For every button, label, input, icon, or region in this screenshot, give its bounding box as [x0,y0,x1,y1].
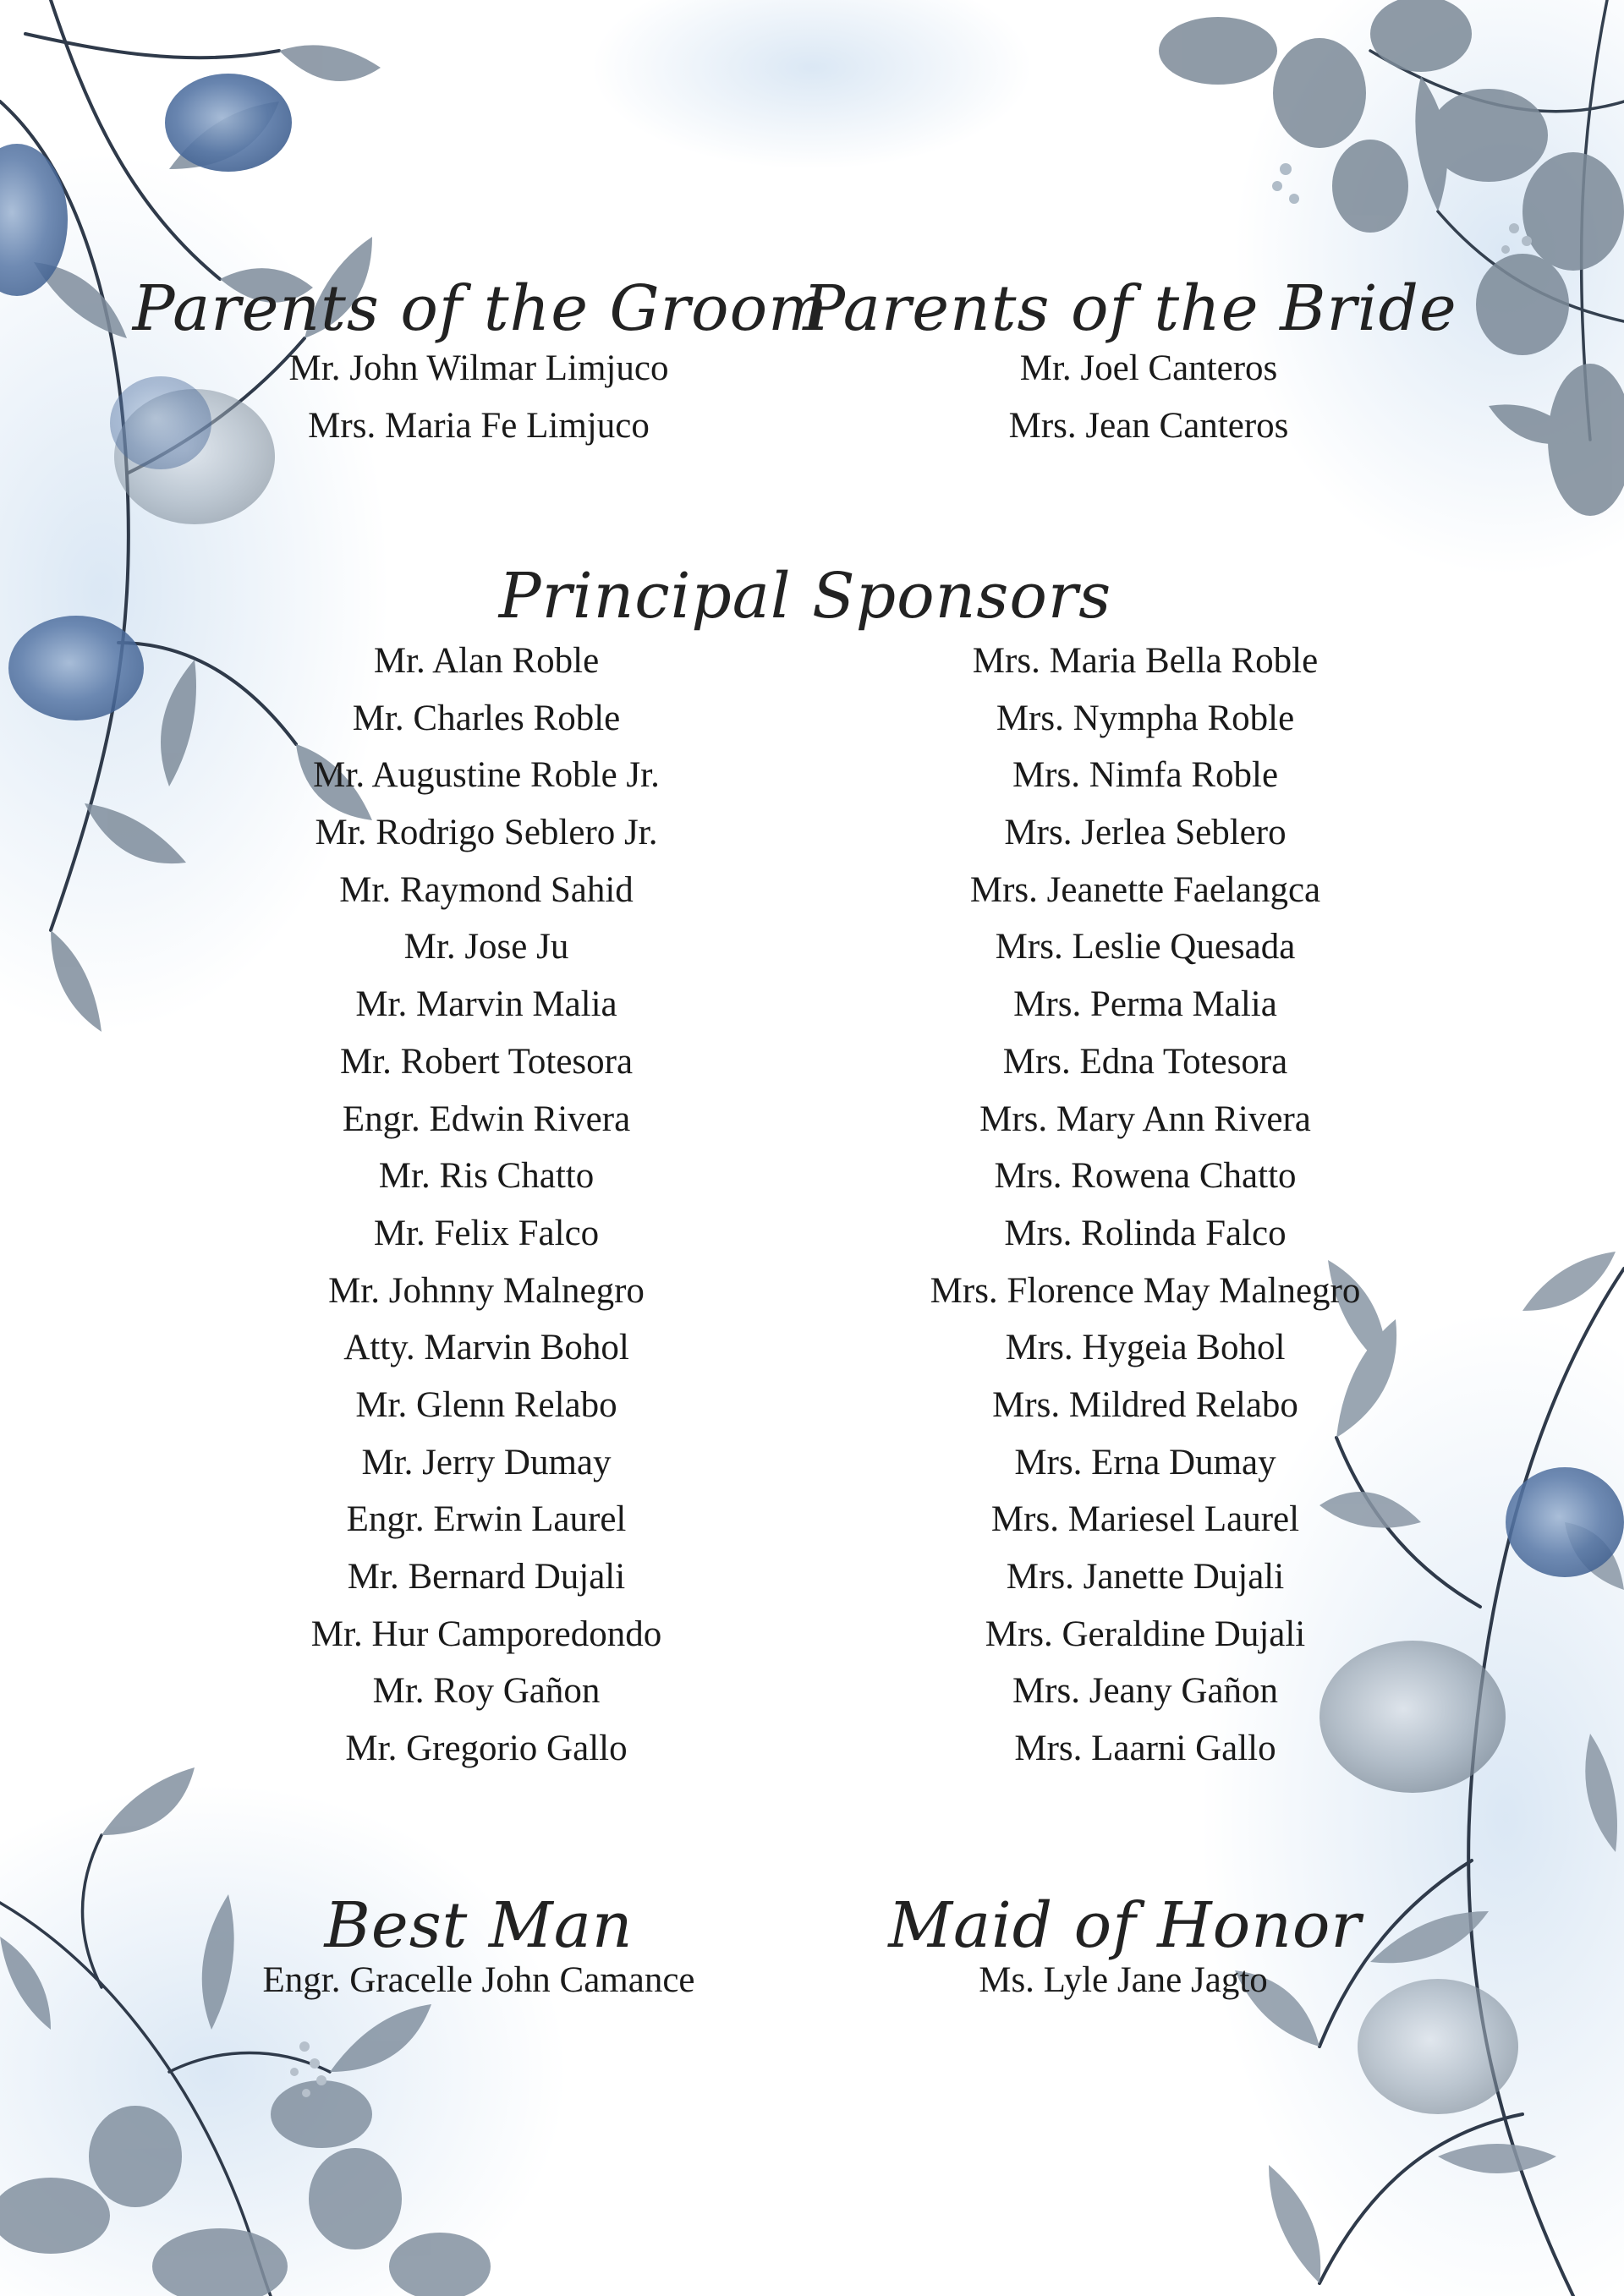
sponsor-right-19: Mrs. Jeany Gañon [1012,1671,1279,1712]
sponsor-left-5: Mr. Raymond Sahid [339,869,634,910]
groom-mother-name: Mrs. Maria Fe Limjuco [308,406,650,446]
sponsor-right-12: Mrs. Florence May Malnegro [930,1270,1361,1311]
sponsor-left-2: Mr. Charles Roble [352,698,621,738]
sponsor-right-8: Mrs. Edna Totesora [1002,1041,1288,1082]
sponsor-left-11: Mr. Felix Falco [373,1213,600,1253]
bride-mother-name: Mrs. Jean Canteros [1008,406,1289,446]
sponsor-left-7: Mr. Marvin Malia [355,984,617,1025]
best-man-heading: Best Man [324,1889,634,1962]
sponsor-right-1: Mrs. Maria Bella Roble [972,641,1319,681]
sponsor-left-16: Engr. Erwin Laurel [346,1499,627,1540]
groom-father-name: Mr. John Wilmar Limjuco [288,348,669,388]
sponsor-right-17: Mrs. Janette Dujali [1006,1557,1285,1597]
sponsors-left-column [190,633,782,1778]
sponsor-right-13: Mrs. Hygeia Bohol [1005,1328,1286,1368]
sponsor-right-4: Mrs. Jerlea Seblero [1004,813,1287,853]
sponsor-left-13: Atty. Marvin Bohol [343,1328,629,1368]
sponsor-right-16: Mrs. Mariesel Laurel [990,1499,1300,1540]
sponsor-right-9: Mrs. Mary Ann Rivera [979,1099,1311,1139]
sponsor-right-7: Mrs. Perma Malia [1013,984,1277,1025]
sponsor-right-6: Mrs. Leslie Quesada [995,927,1296,967]
sponsor-left-18: Mr. Hur Camporedondo [310,1614,662,1654]
sponsor-right-15: Mrs. Erna Dumay [1014,1442,1276,1482]
sponsor-left-14: Mr. Glenn Relabo [355,1384,617,1425]
sponsor-left-3: Mr. Augustine Roble Jr. [313,755,660,796]
sponsor-right-18: Mrs. Geraldine Dujali [985,1614,1306,1654]
principal-sponsors-heading: Principal Sponsors [498,560,1112,633]
sponsor-left-17: Mr. Bernard Dujali [347,1557,626,1597]
sponsor-left-1: Mr. Alan Roble [373,641,600,681]
sponsor-right-3: Mrs. Nimfa Roble [1012,755,1279,796]
maid-of-honor-heading: Maid of Honor [888,1889,1362,1962]
sponsor-left-19: Mr. Roy Gañon [372,1671,601,1712]
sponsor-left-8: Mr. Robert Totesora [339,1041,634,1082]
bride-parents-heading: Parents of the Bride [803,272,1457,345]
sponsor-left-12: Mr. Johnny Malnegro [328,1270,645,1311]
sponsor-right-11: Mrs. Rolinda Falco [1004,1213,1287,1253]
sponsor-left-20: Mr. Gregorio Gallo [345,1729,628,1769]
sponsor-left-15: Mr. Jerry Dumay [361,1442,612,1482]
sponsor-right-2: Mrs. Nympha Roble [996,698,1295,738]
sponsor-left-10: Mr. Ris Chatto [378,1156,595,1197]
sponsors-right-column [849,633,1441,1778]
sponsor-right-14: Mrs. Mildred Relabo [992,1384,1298,1425]
sponsor-left-4: Mr. Rodrigo Seblero Jr. [315,813,658,853]
sponsor-right-10: Mrs. Rowena Chatto [994,1156,1297,1197]
best-man-name: Engr. Gracelle John Camance [262,1960,695,2000]
maid-of-honor-name: Ms. Lyle Jane Jagto [979,1960,1268,2000]
sponsor-left-6: Mr. Jose Ju [403,927,569,967]
sponsor-right-5: Mrs. Jeanette Faelangca [969,869,1321,910]
sponsor-right-20: Mrs. Laarni Gallo [1014,1729,1276,1769]
sponsor-left-9: Engr. Edwin Rivera [342,1099,631,1139]
groom-parents-heading: Parents of the Groom [132,272,829,345]
bride-father-name: Mr. Joel Canteros [1019,348,1278,388]
